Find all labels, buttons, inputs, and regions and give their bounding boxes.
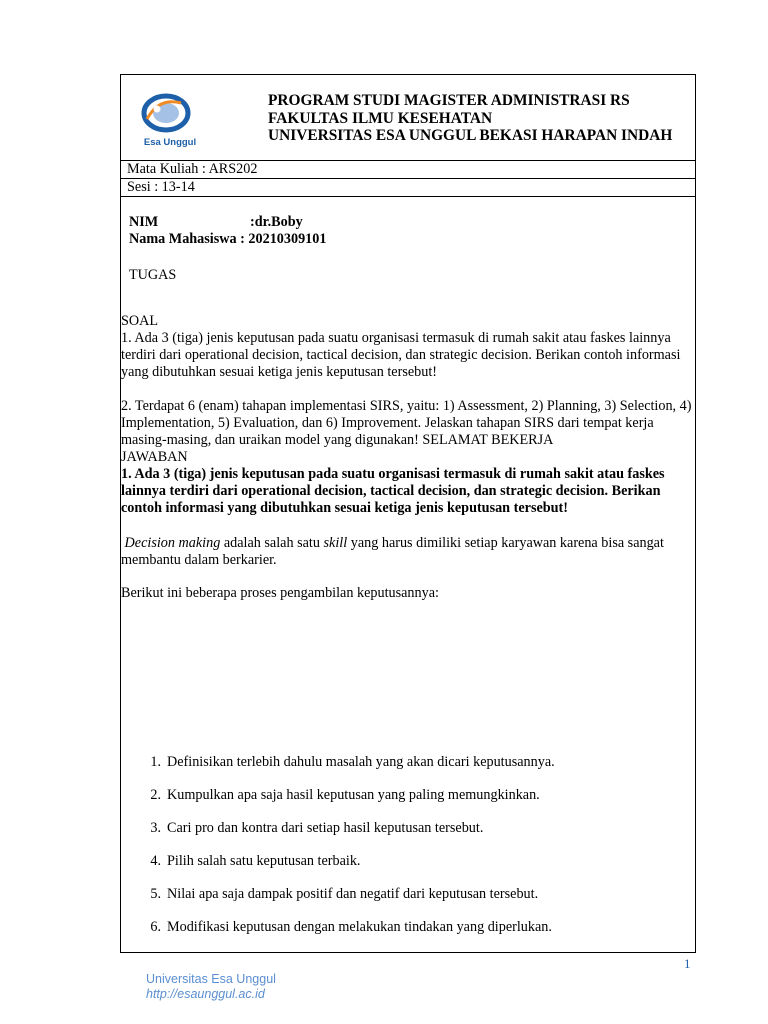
answers-heading: JAWABAN [121,449,188,465]
university-title: UNIVERSITAS ESA UNGGUL BEKASI HARAPAN INDAH [268,127,673,144]
questions-heading: SOAL [121,313,159,329]
logo-emblem-icon [135,89,197,137]
assignment-label: TUGAS [129,267,177,283]
nim-label: NIM [129,214,159,230]
student-info [129,214,326,248]
decision-making-paragraph [121,535,697,569]
footer-university-name: Universitas Esa Unggul [146,972,276,986]
answer-1-question: 1. Ada 3 (tiga) jenis keputusan pada suatu organisasi termasuk di rumah sakit atau faskes lainnya terdiri dari operational decision, tactical decision, dan strategic decision. Berikan contoh informasi yang dibutuhkan sesuai ketiga jenis keputusan tersebut! [121,466,665,516]
question-1: 1. Ada 3 (tiga) jenis keputusan pada suatu organisasi termasuk di rumah sakit atau faskes lainnya terdiri dari operational decision, tactical decision, dan strategic decision. Berikan contoh informasi yang dibutuhkan sesuai ketiga jenis keputusan tersebut! [121,330,681,380]
decision-making-term: Decision making [124,535,221,551]
process-intro: Berikut ini beberapa proses pengambilan keputusannya: [121,585,439,601]
student-name-row: Nama Mahasiswa : 20210309101 [129,231,327,247]
page-number: 1 [684,956,691,971]
session-number: Sesi : 13-14 [121,179,695,197]
nim-value: :dr.Boby [250,214,303,230]
dm-text-rest: yang harus dimiliki setiap karyawan karena bisa sangat membantu dalam berkarier. [121,535,664,568]
dm-text-mid: adalah salah satu [220,535,324,551]
university-logo [135,89,197,149]
logo-wordmark: Esa Unggul [143,137,197,148]
footer-website-link[interactable]: http://esaunggul.ac.id [146,987,265,1001]
program-title: PROGRAM STUDI MAGISTER ADMINISTRASI RS [268,92,630,109]
institution-heading [268,92,672,145]
question-2: 2. Terdapat 6 (enam) tahapan implementasi SIRS, yaitu: 1) Assessment, 2) Planning, 3) Selection, 4) Implementation, 5) Evaluation, dan 6) Improvement. Jelaskan tahapan SIRS dari tempat kerja masing-masing, dan uraikan model yang digunakan! SELAMAT BEKERJA [121,398,692,448]
skill-term: skill [323,535,348,551]
course-code: Mata Kuliah : ARS202 [121,161,695,179]
faculty-title: FAKULTAS ILMU KESEHATAN [268,109,493,127]
letterhead [121,75,695,161]
nim-row [129,214,326,231]
document-frame: Esa Unggul PROGRAM STUDI MAGISTER ADMINISTRASI RS FAKULTAS ILMU KESEHATAN UNIVERSITAS ESA UNGGUL BEKASI HARAPAN INDAH Mata Kuliah : ARS202 Sesi : 13-14 NIM :dr.Boby Nama Mahasiswa : 20210309101 TUGAS SOAL 1. Ada 3 (tiga) jenis keputusan pada suatu organisasi termasuk di rumah sakit atau faskes lainnya terdiri dari operational decision, tactical decision, dan strategic decision. Berikan contoh informasi yang dibutuhkan sesuai ketiga jenis keputusan tersebut! 2. Terdapat 6 (enam) tahapan implementasi SIRS, yaitu: 1) Assessment, 2) Planning, 3) Selection, 4) Implementation, 5) Evaluation, dan 6) Improvement. Jelaskan tahapan SIRS dari tempat kerja masing-masing, dan uraikan model yang digunakan! SELAMAT BEKERJA JAWABAN 1. Ada 3 (tiga) jenis keputusan pada suatu organisasi termasuk di rumah sakit atau faskes lainnya terdiri dari operational decision, tactical decision, dan strategic decision. Berikan contoh informasi yang dibutuhkan sesuai ketiga jenis keputusan tersebut! Decision making adalah salah satu skill yang harus dimiliki setiap karyawan karena bisa sangat membantu dalam berkarier. Berikut ini beberapa proses pengambilan keputusannya: 1. Definisikan terlebih dahulu masalah yang akan dicari keputusannya. 2. Kumpulkan apa saja hasil keputusan yang paling memungkinkan. 3. Cari pro dan kontra dari setiap hasil keputusan tersebut. 4. Pilih salah satu keputusan terbaik. 5. Nilai apa saja dampak positif dan negatif dari keputusan tersebut. 6. Modifikasi keputusan dengan melakukan tindakan yang diperlukan. [120,74,696,953]
